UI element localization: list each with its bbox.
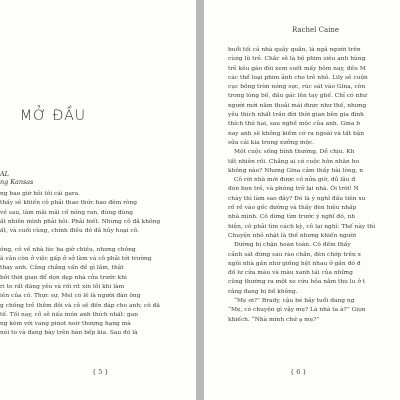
text-line: ngôi nhà gần như giống hệt nhau ở gần đó đ	[228, 260, 361, 267]
text-line: ng bao giờ hỏi tôi cái gara.	[0, 191, 81, 197]
text-line: iên của cô. Thực sự, Mel có lẽ là người đàn ông	[0, 293, 141, 300]
chapter-subheading	[0, 170, 33, 186]
text-line: nhà mình. Cô dừng tìm trước ý nghĩ đó, nh	[228, 214, 356, 221]
text-line: cảnh sát đứng sau rào chắn, đèn chớp trên x	[228, 251, 362, 258]
text-line: trong lòng bố, đầu gác lên tay ghế. Chỉ có như	[228, 93, 367, 100]
text-line: ất nhiên mình phải hôi. Phải biết. Nhưng cô đã không	[0, 218, 161, 225]
text-line: đón bọn trẻ, và phóng trở lại nhà. Ôi trời! N	[228, 186, 359, 193]
running-head-author: Rachel Caine	[292, 26, 340, 34]
text-line: buổi tối cả nhà quây quần, là ngả người trên	[228, 47, 361, 53]
text-line: “Mẹ ơi?” Brady, cậu bé bảy tuổi đang ng	[234, 298, 355, 305]
text-line: sửa cái kia trong xưởng mộc.	[228, 139, 315, 146]
text-line: Một cuộc sống bình thường. Dễ chịu. Kh	[234, 149, 355, 156]
right-body-text	[228, 46, 400, 325]
text-line	[0, 236, 190, 245]
text-line: Cô rời nhà mới được có nửa giờ, đủ lâu đ	[234, 177, 356, 184]
text-line: ng kèm với vang pinot noir thượng hạng mà	[0, 321, 131, 328]
text-line: ất, và cuối cùng, chính điều đó đã hủy hoại cô.	[0, 228, 140, 235]
text-line: tất nhiên rồi. Chẳng ai có cuộc hôn nhân ho	[228, 158, 360, 165]
text-line: không nào? Nhưng Gina cảm thấy hài lòng, n	[228, 167, 364, 174]
page-number-left: { 5 }	[92, 368, 109, 376]
chapter-title: MỞ ĐẦU	[20, 108, 87, 124]
text-line: yêu thích nhất trần đời thời gian bên gia đình	[228, 112, 364, 119]
left-body-text	[0, 190, 190, 339]
text-line: trẻ kêu gào đòi xem suốt mấy hôm nay, đều M	[228, 65, 366, 72]
text-line: đồ lư cửa màu và màu xanh tái của những	[228, 270, 353, 277]
text-line: bởi thời gian để dọn dẹp nhà cửa trước khi	[0, 274, 127, 281]
text-line: người mới nằm thoải mái được như thế, nhưng	[228, 102, 367, 109]
text-line: rằng đang bị bố không.	[228, 288, 298, 295]
subheading-line: ng Kansas	[0, 178, 34, 186]
text-line: “Mẹ, có chuyện gì vậy mẹ? Là nhà ta à?” Giọn	[228, 307, 366, 314]
text-line: cùng lũ trẻ. Chắc sẽ là bộ phim siêu anh hùng	[228, 56, 366, 63]
text-line: khiếch. “Nhà mình chứ ạ mẹ?”	[228, 316, 320, 323]
text-line: chày thì làm sao đây? Đó là ý nghĩ đầu tiên xu	[228, 195, 366, 202]
text-line: ã vẫn còn ở việc gấp ở sở làm và cô phải tới trường	[0, 256, 152, 263]
text-line: tế. Tối nay, cô sẽ nấu món anh thích nhất: gan	[0, 311, 139, 318]
text-line: thay anh. Cũng chẳng vấn đề gì lắm, thật	[0, 265, 124, 272]
page-number-right: { 6 }	[290, 368, 307, 376]
text-line: hiện, cô phải tìm cách kỳ, cô lại nghĩ: Thế này thì	[228, 223, 376, 230]
text-line: Chuyện nhỏ nhặt là thế nhưng khiến người	[228, 232, 356, 239]
text-line: các thể loại phim ảnh cho trẻ nhỏ. Lily sẽ cuộn	[228, 74, 368, 81]
text-line: g chồng trễ thêm đôi và cô sẽ đến đáp cho anh; cô đã	[0, 302, 160, 309]
text-line: thích thú hai, sau nghề mộc của anh. Gina b	[228, 121, 360, 128]
text-line: về sau, lâm mãi mãi cố nóng ran, đùng đùng	[0, 209, 134, 216]
text-line: nói to và đang bày trên bàn bếp kia. Sau đó là	[0, 330, 138, 337]
text-line: rồ rề vào gốc đường và thấy đèn hiệu nhấp	[228, 205, 357, 212]
left-page	[0, 0, 196, 400]
text-line: ri to rất đáng yêu và rối rít xin lỗi khi làm	[0, 283, 125, 290]
text-line: Đường bị chặn hoàn toàn. Cô đếm thấy	[234, 242, 351, 249]
text-line: cục bông tròn nóng sực, rúc sát vào Gina, còn	[228, 84, 366, 91]
text-line: cũng thường ra một xe cứu hỏa nằm thu lu ở t	[228, 279, 366, 286]
text-line: thấy sẽ khiến cô phải thao thức bao đêm ròng	[0, 200, 138, 207]
right-page	[204, 0, 400, 400]
subheading-line: AL	[0, 170, 9, 178]
text-line: nay anh sẽ không kiếm cớ ra ngoài và tất bận	[228, 130, 365, 137]
text-line: ông, cô về nhà lúc ba giờ chiều, nhưng chồng	[0, 246, 136, 253]
